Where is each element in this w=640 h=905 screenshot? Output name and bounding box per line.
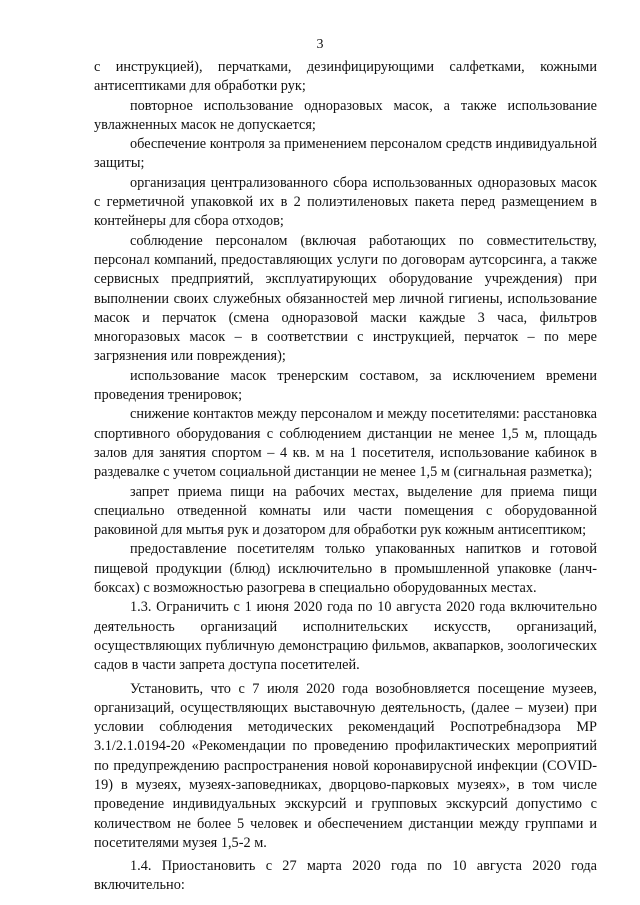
- paragraph: обеспечение контроля за применением персоналом средств индивидуальной защиты;: [94, 136, 597, 172]
- document-body: [94, 58, 597, 896]
- paragraph: предоставление посетителям только упакованных напитков и готовой пищевой продукции (блюд) исключительно в промышленной упаковке (ланч-боксах) с возможностью разогрева в специально оборудованных местах.: [94, 541, 597, 597]
- paragraph: 1.3. Ограничить с 1 июня 2020 года по 10 августа 2020 года включительно деятельность организаций исполнительских искусств, организаций, осуществляющих публичную демонстрацию фильмов, аквапарков, зоологических садов в части запрета доступа посетителей.: [94, 599, 597, 674]
- paragraph: использование масок тренерским составом, за исключением времени проведения тренировок;: [94, 367, 597, 404]
- paragraph: 1.4. Приостановить с 27 марта 2020 года по 10 августа 2020 года включительно:: [94, 858, 597, 894]
- paragraph: соблюдение персоналом (включая работающих по совместительству, персонал компаний, предоставляющих услуги по договорам аутсорсинга, а также сервисных предприятий, эксплуатирующих оборудование учреждения) при выполнении своих служебных обязанностей мер личной гигиены, использование масок и перчаток (смена одноразовой маски каждые 3 часа, фильтров многоразовых масок – в соответствии с инструкцией, перчаток – по мере загрязнения или повреждения);: [94, 232, 597, 365]
- paragraph: запрет приема пищи на рабочих местах, выделение для приема пищи специально отведенной комнаты или части помещения с оборудованной раковиной для мытья рук и дозатором для обработки рук кожным антисептиком;: [94, 483, 597, 539]
- paragraph: Установить, что с 7 июля 2020 года возобновляется посещение музеев, организаций, осуществляющих выставочную деятельность, (далее – музеи) при условии соблюдения методических рекомендаций Роспотребнадзора МР 3.1/2.1.0194-20 «Рекомендации по проведению профилактических мероприятий по предупреждению распространения новой коронавирусной инфекции (COVID-19) в музеях, музеях-заповедниках, дворцово-парковых музеях», в том числе проведение индивидуальных экскурсий и групповых экскурсий допустимо с количеством не более 5 человек и обеспечением дистанции между группами и посетителями музея 1,5-2 м.: [94, 680, 597, 851]
- paragraph: организация централизованного сбора использованных одноразовых масок с герметичной упаковкой их в 2 полиэтиленовых пакета перед размещением в контейнеры для сбора отходов;: [94, 174, 597, 230]
- paragraph: с инструкцией), перчатками, дезинфицирующими салфетками, кожными антисептиками для обработки рук;: [94, 59, 597, 95]
- paragraph: повторное использование одноразовых масок, а также использование увлажненных масок не допускается;: [94, 97, 597, 133]
- page-number: 3: [316, 37, 324, 52]
- paragraph: снижение контактов между персоналом и между посетителями: расстановка спортивного оборудования с соблюдением дистанции не менее 1,5 м, площадь залов для занятия спортом – 4 кв. м на 1 посетителя, использование кабинок в раздевалке с учетом социальной дистанции не менее 1,5 м (сигнальная разметка);: [94, 406, 597, 481]
